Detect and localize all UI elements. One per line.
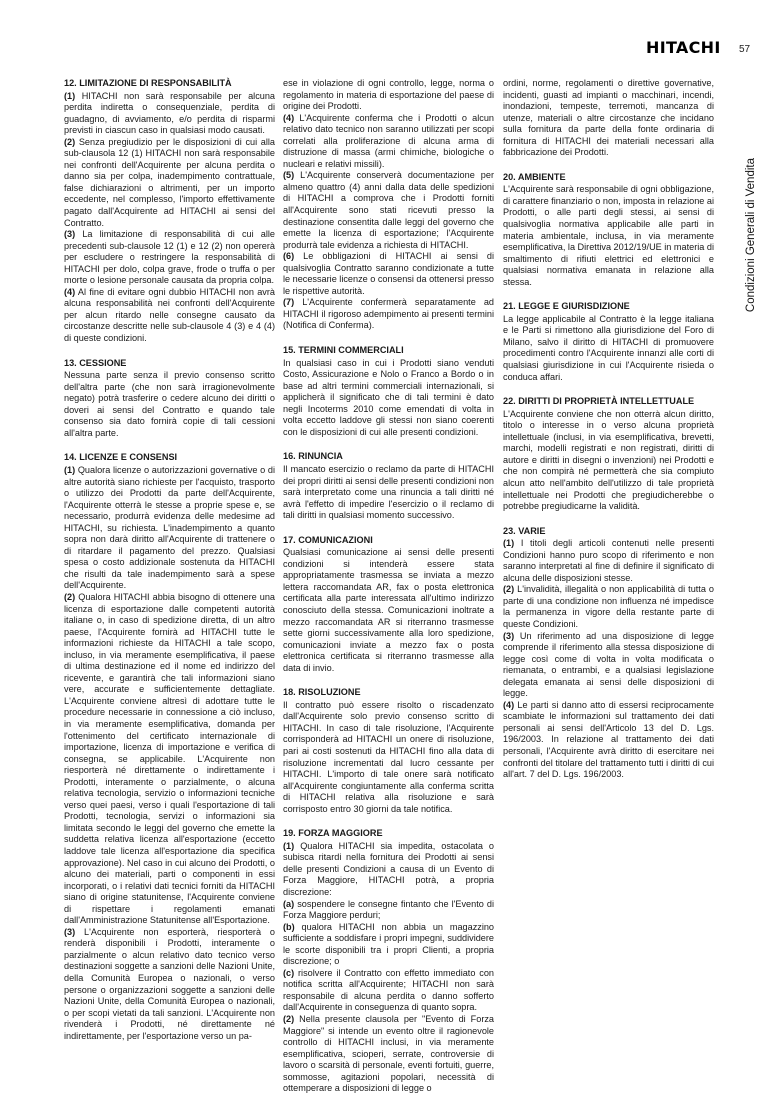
clause-text: Al fine di evitare ogni dubbio HITACHI non avrà alcuna responsabilità nei confronti dell'Acquirente per alcun ritardo nelle consegne causato da circostanze descritte nelle sub-clausole 4 (3) e 4 (4) di queste condizioni. xyxy=(64,286,275,344)
clause-text: I titoli degli articoli contenuti nelle presenti Condizioni hanno puro scopo di riferimento e non saranno interpretati al fine di definire il significato di alcuna delle disposizioni stesse. xyxy=(503,538,714,583)
clause-number: (6) xyxy=(283,251,295,262)
paragraph xyxy=(64,91,275,137)
page-number: 57 xyxy=(739,44,751,55)
section-title: 14. LICENZE E CONSENSI xyxy=(64,452,178,463)
paragraph xyxy=(64,137,275,229)
clause-text: L'Acquirente confermerà separatamente ad HITACHI il rigoroso adempimento ai presenti termini (Notifica di Conferma). xyxy=(283,297,494,331)
paragraph xyxy=(64,229,275,287)
clause-text: Le parti si danno atto di essersi reciprocamente scambiate le informazioni sul trattamento dei dati personali ai sensi dell'Articolo 13 del D. Lgs. 196/2003. In relazione al trattamento dei dati personali, l'Acquirente avrà diritto di esercitare nei confronti del titolare del trattamento tutti i diritti di cui all'art. 7 del D. Lgs. 196/2003. xyxy=(503,699,714,780)
paragraph xyxy=(283,700,494,815)
column-1 xyxy=(64,78,275,1055)
clause-text: Il contratto può essere risolto o riscadenzato dall'Acquirente solo previo consenso scritto di HITACHI. In caso di tale risoluzione, l'Acquirente corrisponderà ad HITACHI un onere di risoluzione, pari ai costi sostenuti da HITACHI fino alla data di risoluzione incrementati dal lucro cessante per HITACHI. L'importo di tale onere sarà notificato all'Acquirente congiuntamente alla conferma scritta di HITACHI relativa alla risoluzione e sarà corrisposto entro 30 giorni da tale notifica. xyxy=(283,699,494,814)
paragraph xyxy=(283,899,494,922)
clause-number: (b) xyxy=(283,921,295,932)
clause-text: Nessuna parte senza il previo consenso scritto dell'altra parte (che non sarà irragionevolmente negato) potrà trasferire o cedere alcuno dei diritti o doveri ai sensi del Contratto e quando tale consenso sia dato fornirà copie di tali cessioni all'altra parte. xyxy=(64,370,275,438)
section xyxy=(503,78,714,159)
clause-text: L'Acquirente sarà responsabile di ogni obbligazione, di carattere finanziario o non, imposta in relazione ai Prodotti, o alle parti degli stessi, ai sensi di qualsivoglia normativa applicabile alle parti in materia ambientale, inclusa, in via meramente esemplificativa, la Direttiva 2012/19/UE in materia di smaltimento di rifiuti elettrici ed elettronici e qualsiasi normativa emanata in relazione alla stessa. xyxy=(503,184,715,287)
section xyxy=(283,828,494,1095)
column-3 xyxy=(503,78,714,794)
paragraph xyxy=(283,1014,494,1095)
clause-text: Qualora HITACHI sia impedita, ostacolata o subisca ritardi nella fornitura dei Prodotti ai sensi delle presenti Condizioni a causa di un Evento di Forza Maggiore, HITACHI potrà, a propria discrezione: xyxy=(283,840,494,897)
clause-number: (1) xyxy=(64,464,76,475)
clause-number: (1) xyxy=(283,840,295,851)
paragraph xyxy=(503,584,714,630)
paragraph xyxy=(503,538,714,584)
hitachi-logo: HITACHI xyxy=(646,38,721,57)
paragraph xyxy=(283,297,494,332)
clause-text: risolvere il Contratto con effetto immediato con notifica scritta all'Acquirente; HITACHI non sarà responsabile di alcuna perdita o danno sofferto dall'Acquirente in conseguenza di quanto sopra. xyxy=(283,967,494,1013)
clause-number: (5) xyxy=(283,170,295,181)
section-title: 19. FORZA MAGGIORE xyxy=(283,828,383,839)
section xyxy=(64,78,275,345)
clause-text: sospendere le consegne fintanto che l'Evento di Forza Maggiore perduri; xyxy=(283,898,494,921)
paragraph xyxy=(283,922,494,968)
clause-number: (3) xyxy=(503,630,515,641)
paragraph xyxy=(283,547,494,674)
paragraph xyxy=(503,78,714,159)
column-2 xyxy=(283,78,494,1108)
clause-text: Il mancato esercizio o reclamo da parte di HITACHI dei propri diritti ai sensi delle presenti condizioni non sarà interpretato come una rinuncia a tali diritti né avrà l'effetto di impedire l'esercizio o il reclamo di tali diritti in qualsiasi momento successivo. xyxy=(283,463,495,521)
clause-text: L'Acquirente conserverà documentazione per almeno quattro (4) anni dalla data delle spedizioni di HITACHI a comprova che i Prodotti forniti all'Acquirente sono stati ricevuti presso la destinazione consentita dalle leggi del governo che emette la licenza di esportazione; l'Acquirente produrrà tale evidenza a richiesta di HITACHI. xyxy=(283,170,494,250)
section xyxy=(503,526,714,781)
clause-number: (2) xyxy=(283,1014,295,1025)
paragraph xyxy=(64,287,275,345)
clause-number: (3) xyxy=(64,926,76,937)
section xyxy=(283,535,494,675)
section-title: 16. RINUNCIA xyxy=(283,451,343,462)
clause-number: (4) xyxy=(283,112,295,123)
clause-number: (3) xyxy=(64,229,76,240)
paragraph xyxy=(503,409,714,513)
clause-text: HITACHI non sarà responsabile per alcuna perdita indiretta o consequenziale, perdita di guadagno, di avviamento, e/o perdita di risparmi previsti in ciascun caso in qualsiasi modo causati. xyxy=(64,90,275,136)
paragraph xyxy=(283,464,494,522)
paragraph xyxy=(503,700,714,781)
paragraph xyxy=(283,251,494,297)
clause-number: (1) xyxy=(503,538,515,549)
section xyxy=(503,396,714,512)
clause-number: (2) xyxy=(64,591,76,602)
section-title: 17. COMUNICAZIONI xyxy=(283,534,373,545)
clause-text: Le obbligazioni di HITACHI ai sensi di qualsivoglia Contratto saranno condizionate a tutte le necessarie licenze o consensi da ottenersi presso le rispettive autorità. xyxy=(283,251,495,296)
clause-text: L'Acquirente conferma che i Prodotti o alcun relativo dato tecnico non saranno utilizzati per scopi correlati alla proliferazione di alcuna arma di distruzione di massa (armi chimiche, biologiche o nucleari e relativi missili). xyxy=(283,112,494,169)
section-title: 21. LEGGE E GIURISDIZIONE xyxy=(503,301,630,312)
clause-text: La limitazione di responsabilità di cui alle precedenti sub-clausole 12 (1) e 12 (2) non opererà per escludere o restringere la responsabilità di HITACHI per dolo, colpa grave, frode o truffa o per morte o lesione personale causata da propria colpa. xyxy=(64,229,275,286)
clause-text: Qualsiasi comunicazione ai sensi delle presenti condizioni si intenderà essere stata appropriatamente trasmessa se inviata a mezzo lettera raccomandata AR, fax o posta elettronica certificata alla parte interessata all'ultimo indirizzo conosciuto della stessa. Comunicazioni inoltrate a mezzo raccomandata AR si riterranno trasmesse sette giorni successivamente alla loro spedizione, comunicazioni inviate a mezzo fax o posta elettronica certificata si riterranno trasmesse alla data di invio. xyxy=(283,547,494,673)
paragraph xyxy=(64,927,275,1042)
section xyxy=(64,452,275,1042)
clause-number: (4) xyxy=(64,286,76,297)
section-title: 18. RISOLUZIONE xyxy=(283,687,361,698)
paragraph xyxy=(283,170,494,251)
section-title: 23. VARIE xyxy=(503,525,546,536)
clause-number: (2) xyxy=(503,584,515,595)
clause-text: L'Acquirente conviene che non otterrà alcun diritto, titolo o interesse in o verso alcuna proprietà intellettuale (inclusi, in via esemplificativa, brevetti, marchi, modelli registrati e non registrati, diritti di autore e diritti in disegni o invenzioni) nei Prodotti e che non compirà né permetterà che sia compiuto alcun atto nell'ambito dell'utilizzo di tale proprietà intellettuale nei Prodotti che pregiudicherebbe o potrebbe pregiudicarne la validità. xyxy=(503,408,714,512)
paragraph xyxy=(503,314,714,383)
section xyxy=(283,345,494,438)
section xyxy=(64,358,275,440)
section-title: 12. LIMITAZIONE DI RESPONSABILITÀ xyxy=(64,78,232,88)
paragraph xyxy=(64,465,275,592)
section xyxy=(283,687,494,815)
clause-text: In qualsiasi caso in cui i Prodotti siano venduti Costo, Assicurazione e Nolo o Franco a Bordo o in base ad altri termini commerciali internazionali, si applicherà il significato che di tali termini è dato negli Incoterms 2010 come emendati di volta in volta eccetto laddove gli stessi non siano coerenti con le disposizioni di cui alle presenti condizioni. xyxy=(283,357,494,437)
paragraph xyxy=(64,370,275,439)
clause-number: (2) xyxy=(64,136,76,147)
clause-text: Qualora licenze o autorizzazioni governative o di altre autorità siano richieste per l'acquisto, trasporto o utilizzo dei Prodotti da parte dell'Acquirente, l'Acquirente otterrà le stesse a proprie spese e, se necessario, produrrà evidenza delle medesime ad HITACHI, su richiesta. L'inadempimento a quanto sopra non darà diritto all'Acquirente di trattenere o di ritardare il pagamento del prezzo. Qualsiasi spesa o costo addizionale sostenuta da HITACHI che risulti da tale inadempimento sarà a spese dell'Acquirente. xyxy=(64,464,275,591)
clause-text: ordini, norme, regolamenti o direttive governative, incidenti, guasti ad impianti o macchinari, incendi, inondazioni, tempeste, terremoti, mancanza di utenze, materiali o altre circostanze che incidano sulla fornitura da parte della fonte ordinaria di fornitura di HITACHI dei materiali necessari alla fabbricazione dei Prodotti. xyxy=(503,78,714,158)
section xyxy=(283,78,494,332)
clause-text: qualora HITACHI non abbia un magazzino sufficiente a soddisfare i propri impegni, suddividere le scorte disponibili tra i propri Clienti, a propria discrezione; o xyxy=(283,921,494,967)
clause-text: ese in violazione di ogni controllo, legge, norma o regolamento in materia di esportazione del paese di origine dei Prodotti. xyxy=(283,78,494,112)
clause-number: (7) xyxy=(283,297,295,308)
section-title: 13. CESSIONE xyxy=(64,357,127,368)
paragraph xyxy=(503,631,714,700)
side-title: Condizioni Generali di Vendita xyxy=(745,158,757,313)
paragraph xyxy=(283,968,494,1014)
clause-text: Nella presente clausola per "Evento di Forza Maggiore" si intende un evento oltre il ragionevole controllo di HITACHI inclusi, in via meramente esemplificativa, scioperi, serrate, controversie di lavoro o scarsità di personale, eventi fortuiti, guerre, sommosse, agitazioni popolari, necessità di ottemperare a disposizioni di legge o xyxy=(283,1014,494,1094)
clause-number: (1) xyxy=(64,90,76,101)
clause-number: (c) xyxy=(283,967,295,978)
clause-text: La legge applicabile al Contratto è la legge italiana e le Parti si rimettono alla giurisdizione del Foro di Milano, salvo il diritto di HITACHI di promuovere procedimenti contro l'Acquirente innanzi alle corti di qualsiasi giurisdizione in cui l'Acquirente risieda o conduca affari. xyxy=(503,313,714,382)
paragraph xyxy=(283,113,494,171)
clause-text: L'Acquirente non esporterà, riesporterà o renderà disponibili i Prodotti, interamente o parzialmente o alcun relativo dato tecnico verso destinazioni soggette a sanzioni delle Nazioni Unite, della Comunità Europea o nazionali, o verso persone o organizzazioni soggette a sanzioni delle Nazioni Unite, della Comunità Europea o nazionali, o per scopi vietati da tali sanzioni. L'Acquirente non rivenderà i Prodotti, né direttamente né indirettamente, per l'esportazione verso un pa- xyxy=(64,926,275,1041)
clause-number: (a) xyxy=(283,898,295,909)
paragraph xyxy=(283,841,494,899)
clause-text: Qualora HITACHI abbia bisogno di ottenere una licenza di esportazione dalle competenti autorità italiane o, in caso di spedizione diretta, di un altro paese, l'Acquirente fornirà ad HITACHI tutte le informazioni richieste da HITACHI a tale scopo, incluso, in via meramente esemplificativa, il paese di ultima destinazione ed il nome ed indirizzo del ricevente, e garantirà che tali informazioni siano vere, accurate e sufficientemente dettagliate. L'Acquirente conviene altresì di adottare tutte le procedure necessarie in connessione a ciò incluso, in via meramente esemplificativa, domanda per l'ottenimento del certificato internazionale di importazione, licenza di importazione e verifica di consegna, se applicabile. L'Acquirente non riesporterà né direttamente o indirettamente i Prodotti, interamente o parzialmente, o alcuna relativa tecnologia, servizio o informazioni tecniche verso quei paesi, verso i quali l'esportazione di tali Prodotti, tecnologia, servizi o informazioni sia limitata secondo le leggi del governo che emette la suddetta relativa licenza all'esportazione (eccetto laddove tale licenza all'esportazione dia specifica approvazione). Nel caso in cui alcuno dei Prodotti, o alcuno dei materiali, parti o componenti in essi incorporati, o i relativi dati tecnici forniti da HITACHI siano di origine statunitense, l'Acquirente conviene di rispettare i regolamenti emanati dall'Amministrazione Statunitense all'Esportazione. xyxy=(64,591,275,926)
section-title: 15. TERMINI COMMERCIALI xyxy=(283,345,404,356)
paragraph xyxy=(283,78,494,113)
section-title: 22. DIRITTI DI PROPRIETÀ INTELLETTUALE xyxy=(503,396,695,407)
clause-number: (4) xyxy=(503,699,515,710)
section-title: 20. AMBIENTE xyxy=(503,171,566,182)
section xyxy=(283,451,494,521)
section xyxy=(503,301,714,383)
paragraph xyxy=(64,592,275,927)
clause-text: Senza pregiudizio per le disposizioni di cui alla sub-clausola 12 (1) HITACHI non sarà responsabile nei confronti dell'Acquirente per alcuna perdita o danno sia per colpa, inadempimento contrattuale, false dichiarazioni o altrimenti, per un importo eccedente, nel complesso, l'importo effettivamente pagato dall'Acquirente ad HITACHI ai sensi del Contratto. xyxy=(64,136,275,228)
paragraph xyxy=(503,184,714,288)
clause-text: L'invalidità, illegalità o non applicabilità di tutta o parte di una condizione non influenza né impedisce la permanenza in vigore della restante parte di queste Condizioni. xyxy=(503,584,714,629)
paragraph xyxy=(283,358,494,439)
clause-text: Un riferimento ad una disposizione di legge comprende il riferimento alla stessa disposizione di legge così come di volta in volta modificata o riemanata, o entrambi, e a qualsiasi legislazione delegata emanata ai sensi delle disposizioni di legge. xyxy=(503,630,714,699)
section xyxy=(503,172,714,288)
